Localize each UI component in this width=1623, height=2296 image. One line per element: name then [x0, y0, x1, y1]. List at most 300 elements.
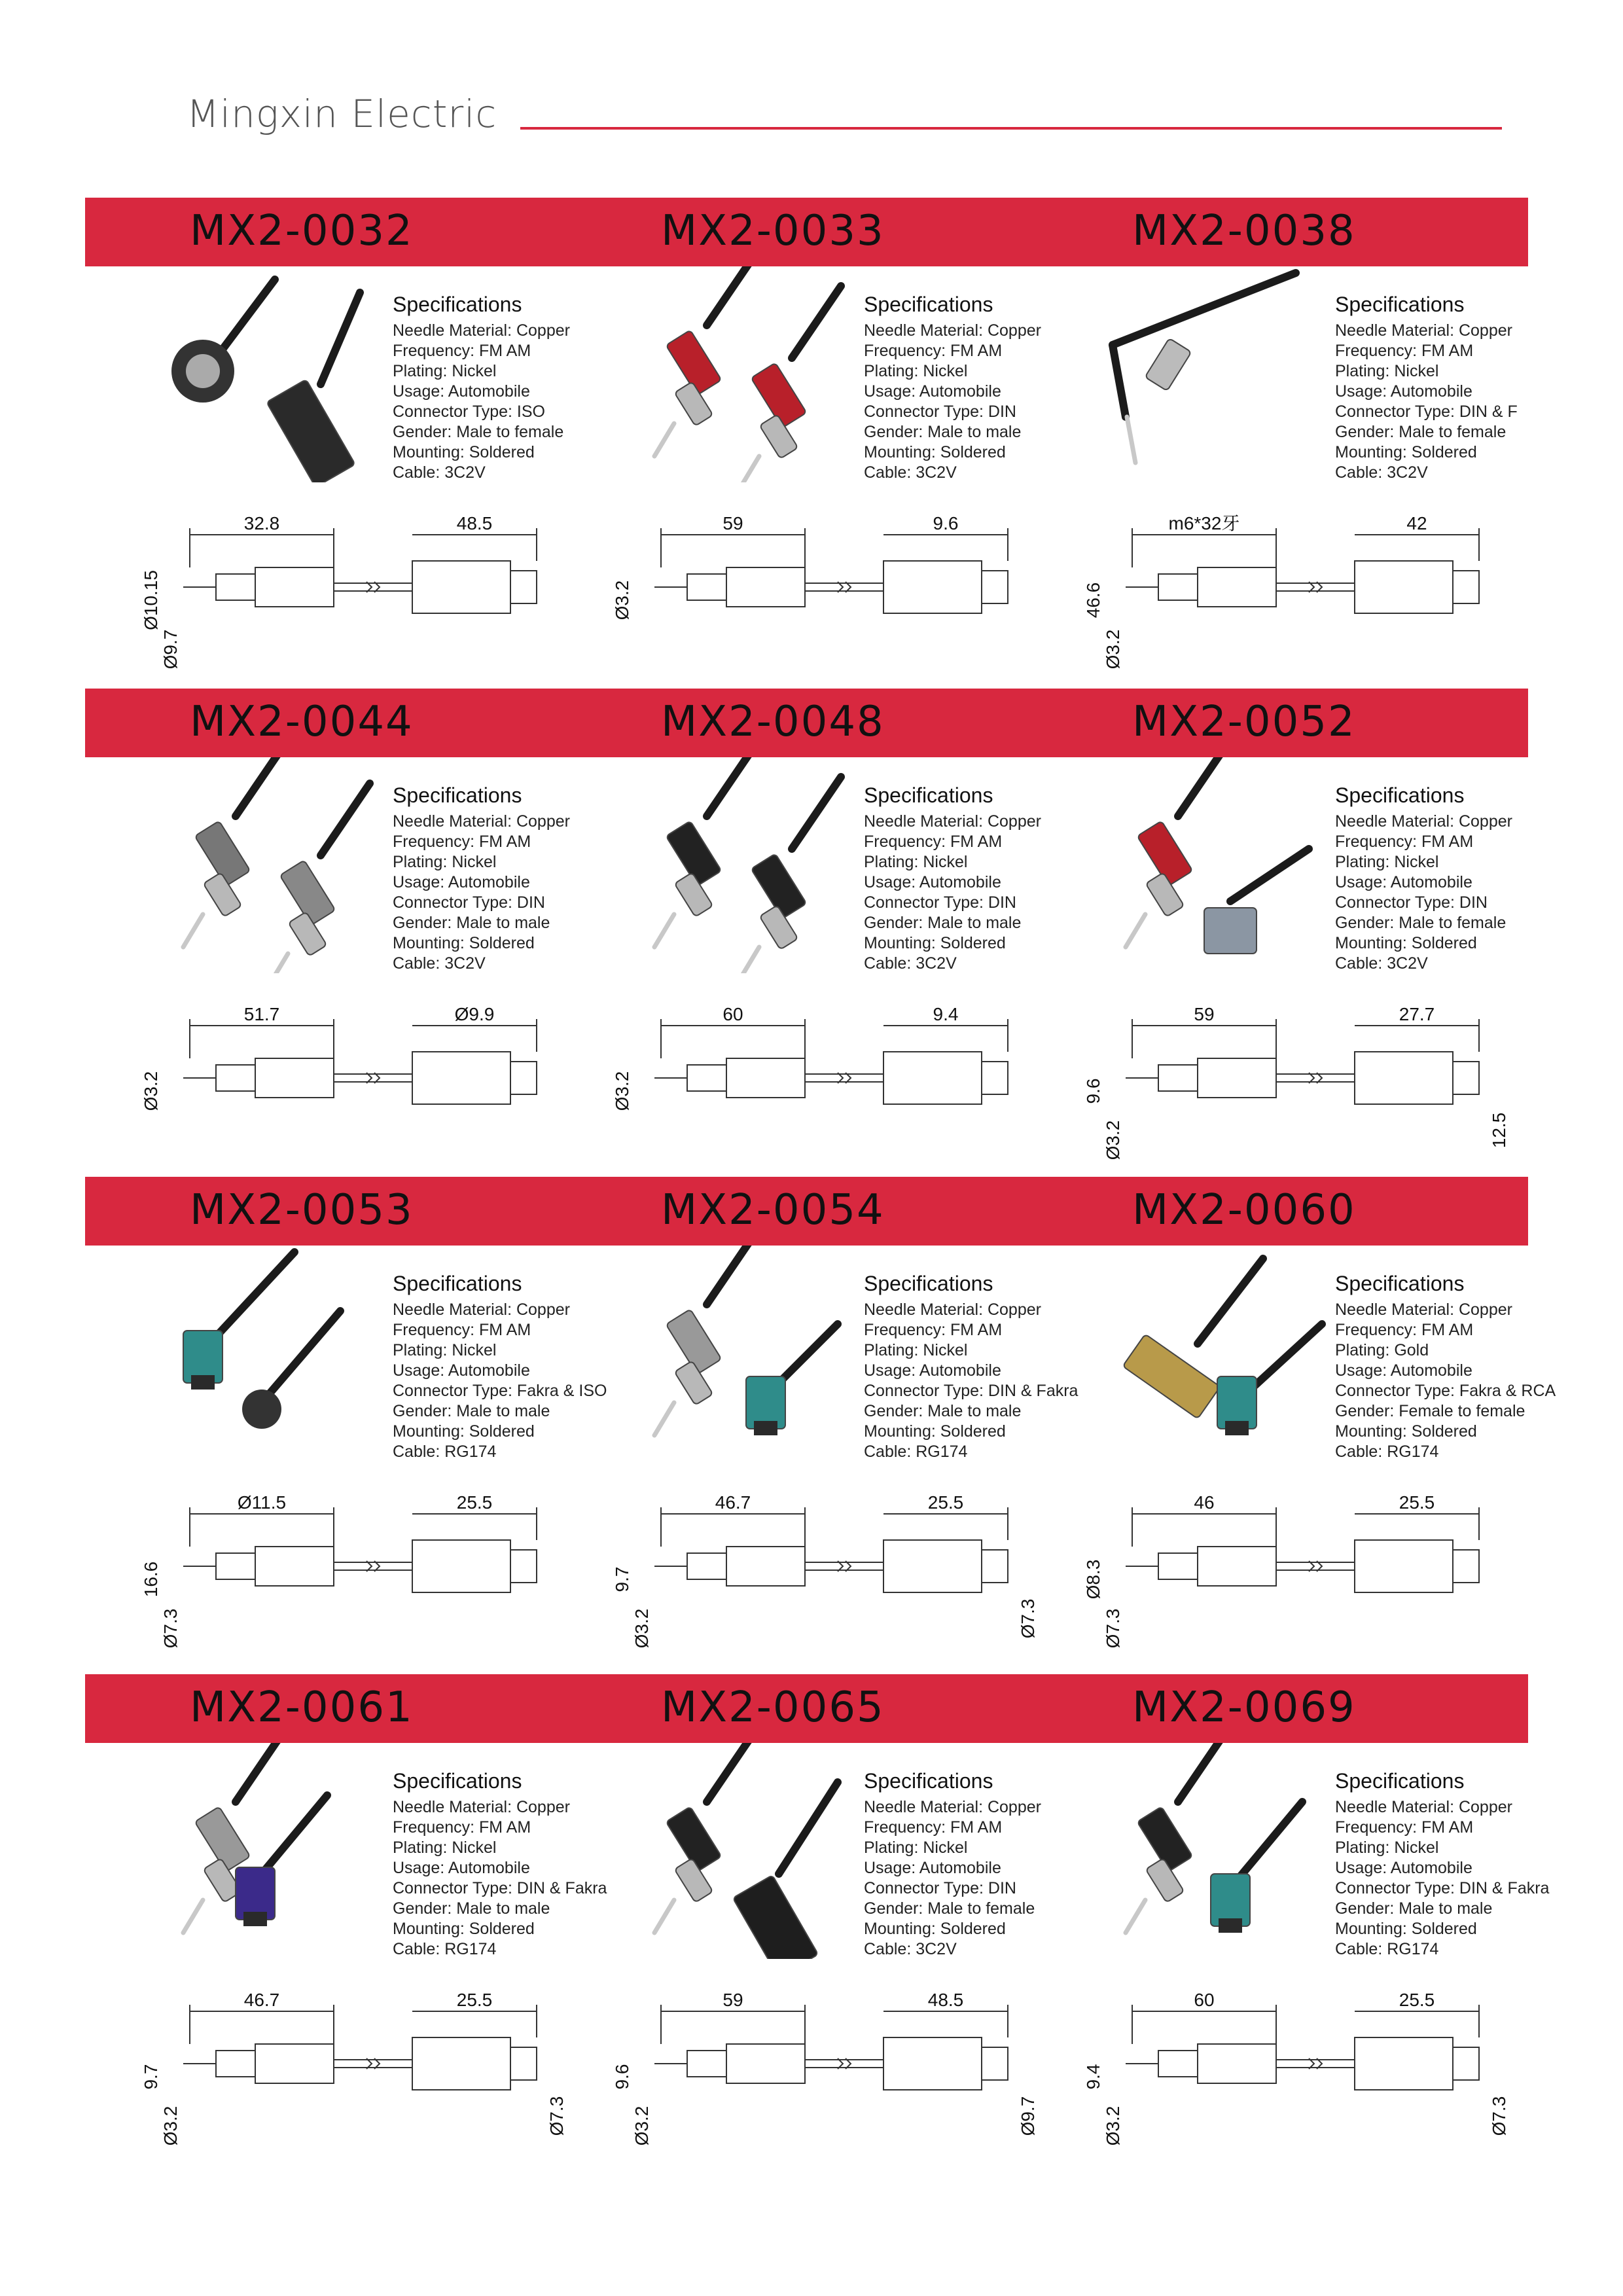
spec-item: Frequency: FM AM — [864, 342, 1003, 360]
spec-item: Plating: Nickel — [864, 1341, 968, 1359]
spec-item: Plating: Nickel — [393, 1839, 497, 1857]
specifications — [1335, 1272, 1558, 1462]
dimension-label: Ø9.7 — [1018, 2096, 1038, 2136]
spec-item: Cable: 3C2V — [1335, 463, 1428, 482]
spec-item: Connector Type: DIN — [864, 403, 1016, 421]
dimension-label: 9.4 — [1083, 2064, 1103, 2090]
spec-item: Mounting: Soldered — [864, 1920, 1006, 1938]
spec-item: Cable: RG174 — [393, 1443, 497, 1461]
female-housing — [733, 1875, 819, 1959]
cable — [1198, 1259, 1263, 1344]
dimension-label: 25.5 — [456, 1990, 493, 2010]
pin — [740, 456, 759, 482]
technical-drawing — [1073, 1488, 1544, 1658]
dimension-label: 46 — [1194, 1492, 1215, 1513]
plug-body — [255, 567, 334, 607]
dimension-label: 48.5 — [456, 513, 493, 533]
spec-item: Frequency: FM AM — [393, 833, 531, 851]
spec-item: Frequency: FM AM — [1335, 1321, 1474, 1339]
spec-item: Connector Type: Fakra & RCA — [1335, 1382, 1556, 1400]
fakra-key — [1225, 1421, 1249, 1435]
dimension-label: 59 — [722, 1990, 743, 2010]
specifications-heading: Specifications — [1335, 1272, 1465, 1295]
spec-item: Plating: Gold — [1335, 1341, 1429, 1359]
plug-body — [726, 2044, 805, 2083]
plug-tip — [1158, 1065, 1198, 1091]
spec-list — [393, 1797, 615, 1960]
spec-item: Gender: Female to female — [1335, 1402, 1525, 1420]
spec-item: Mounting: Soldered — [1335, 1920, 1477, 1938]
product-photo — [131, 266, 406, 482]
dimension-label: Ø3.2 — [1103, 2106, 1123, 2146]
spec-item: Mounting: Soldered — [393, 443, 535, 461]
dimension-label: 9.7 — [141, 2064, 161, 2090]
dimension-label: m6*32牙 — [1168, 513, 1240, 533]
plug-body — [726, 1058, 805, 1098]
plug-tip — [216, 1553, 255, 1579]
spec-item: Plating: Nickel — [393, 1341, 497, 1359]
specifications — [393, 783, 615, 974]
spec-list — [1335, 812, 1558, 974]
dimension-label: 51.7 — [243, 1004, 280, 1024]
product-photo — [602, 1246, 877, 1462]
spec-item: Needle Material: Copper — [393, 321, 570, 340]
specifications — [393, 1272, 615, 1462]
cable — [707, 757, 756, 816]
specifications-heading: Specifications — [1335, 293, 1465, 316]
spec-item: Needle Material: Copper — [393, 1798, 570, 1816]
spec-item: Usage: Automobile — [864, 1859, 1001, 1877]
pin — [1127, 417, 1135, 463]
plug-tip — [216, 2051, 255, 2077]
cable — [792, 286, 841, 358]
spec-item: Needle Material: Copper — [1335, 1798, 1512, 1816]
spec-list — [393, 812, 615, 974]
plug-tip — [687, 2051, 726, 2077]
spec-item: Gender: Male to female — [393, 423, 564, 441]
spec-item: Connector Type: Fakra & ISO — [393, 1382, 607, 1400]
dimension-label: Ø3.2 — [1103, 629, 1123, 670]
spec-item: Connector Type: DIN & F — [1335, 403, 1518, 421]
connector-end — [982, 1062, 1008, 1094]
rca-body — [1122, 1334, 1220, 1418]
product-photo — [1073, 757, 1348, 973]
fakra-key — [1219, 1918, 1242, 1933]
product-cell — [131, 757, 602, 1176]
brand-name: Mingxin Electric — [187, 92, 497, 136]
dimension-label: Ø8.3 — [1083, 1559, 1103, 1600]
spec-item: Plating: Nickel — [393, 362, 497, 380]
product-code: MX2-0033 — [661, 207, 885, 255]
dimension-label: Ø3.2 — [612, 580, 632, 620]
product-photo — [1073, 1743, 1348, 1959]
specifications — [864, 1272, 1086, 1462]
dimension-label: 46.6 — [1083, 582, 1103, 619]
cable — [236, 757, 285, 816]
connector-end — [510, 1062, 537, 1094]
product-code: MX2-0065 — [661, 1683, 885, 1732]
specifications-heading: Specifications — [864, 1769, 993, 1793]
cable — [236, 1743, 285, 1802]
plug-body — [1198, 2044, 1276, 2083]
spec-item: Needle Material: Copper — [864, 1300, 1041, 1319]
spec-item: Needle Material: Copper — [864, 812, 1041, 831]
dimension-label: 46.7 — [243, 1990, 280, 2010]
pin — [654, 1403, 674, 1435]
cable — [707, 266, 756, 325]
product-code: MX2-0054 — [661, 1186, 885, 1234]
dimension-label: Ø9.7 — [160, 629, 181, 670]
spec-item: Usage: Automobile — [1335, 382, 1472, 401]
spec-item: Plating: Nickel — [393, 853, 497, 871]
pin — [268, 954, 288, 973]
specifications — [1335, 1769, 1558, 1960]
spec-item: Needle Material: Copper — [393, 1300, 570, 1319]
spec-list — [1335, 1797, 1558, 1960]
dimension-label: 25.5 — [456, 1492, 493, 1513]
product-cell — [602, 757, 1073, 1176]
dimension-label: 59 — [722, 513, 743, 533]
product-code: MX2-0053 — [190, 1186, 414, 1234]
spec-item: Cable: RG174 — [393, 1940, 497, 1958]
cable — [792, 777, 841, 849]
product-photo — [1073, 266, 1348, 482]
product-photo — [602, 757, 877, 973]
specifications — [864, 1769, 1086, 1960]
pin — [183, 914, 203, 947]
spec-item: Connector Type: DIN & Fakra — [1335, 1879, 1550, 1897]
spec-item: Usage: Automobile — [864, 1361, 1001, 1380]
specifications-heading: Specifications — [864, 783, 993, 807]
spec-item: Connector Type: DIN — [864, 893, 1016, 912]
cable — [1113, 273, 1296, 345]
dimension-label: Ø9.9 — [454, 1004, 495, 1024]
spec-item: Plating: Nickel — [1335, 853, 1439, 871]
cable — [262, 1795, 327, 1874]
dimension-label: Ø3.2 — [632, 1608, 652, 1649]
spec-item: Usage: Automobile — [1335, 873, 1472, 891]
cable — [1230, 849, 1309, 901]
plug-body — [1198, 567, 1276, 607]
dimension-label: 46.7 — [715, 1492, 751, 1513]
spec-item: Frequency: FM AM — [864, 1818, 1003, 1837]
product-band — [85, 198, 1528, 266]
product-photo — [1073, 1246, 1348, 1462]
cable — [209, 1252, 294, 1344]
product-cell — [1073, 1246, 1556, 1664]
spec-list — [864, 812, 1086, 974]
spec-item: Cable: 3C2V — [393, 463, 486, 482]
spec-item: Mounting: Soldered — [1335, 443, 1477, 461]
spec-item: Gender: Male to male — [393, 1402, 550, 1420]
product-code: MX2-0044 — [190, 698, 414, 746]
plug-body — [1198, 1058, 1276, 1098]
spec-item: Mounting: Soldered — [393, 1422, 535, 1441]
connector-end — [1453, 1062, 1479, 1094]
spec-item: Cable: 3C2V — [864, 1940, 957, 1958]
specifications-heading: Specifications — [864, 1272, 993, 1295]
connector-end — [1453, 1550, 1479, 1583]
plug-body — [255, 1547, 334, 1586]
dimension-label: Ø7.3 — [1103, 1608, 1123, 1649]
dimension-label: Ø10.15 — [141, 570, 161, 630]
dimension-label: 32.8 — [243, 513, 280, 533]
product-cell — [1073, 266, 1544, 685]
spec-item: Plating: Nickel — [864, 853, 968, 871]
dimension-label: 27.7 — [1399, 1004, 1435, 1024]
spec-item: Usage: Automobile — [393, 873, 530, 891]
dimension-label: 25.5 — [1399, 1990, 1435, 2010]
spec-item: Frequency: FM AM — [864, 1321, 1003, 1339]
spec-item: Usage: Automobile — [393, 382, 530, 401]
connector-end — [510, 2047, 537, 2080]
product-code: MX2-0038 — [1132, 207, 1356, 255]
technical-drawing — [602, 1985, 1073, 2155]
spec-item: Mounting: Soldered — [1335, 934, 1477, 952]
technical-drawing — [131, 1985, 602, 2155]
spec-item: Plating: Nickel — [864, 1839, 968, 1857]
cable — [779, 1782, 838, 1874]
plug-tip — [1158, 574, 1198, 600]
technical-drawing — [602, 999, 1073, 1170]
cable — [1178, 757, 1227, 816]
cable — [216, 279, 275, 358]
connector-body — [1355, 1540, 1453, 1592]
technical-drawing — [131, 999, 602, 1170]
product-code: MX2-0060 — [1132, 1186, 1356, 1234]
cable — [1178, 1743, 1227, 1802]
connector-body — [1355, 1052, 1453, 1104]
cable — [707, 1246, 756, 1304]
cable — [321, 293, 360, 384]
dimension-label: Ø3.2 — [612, 1071, 632, 1111]
technical-drawing — [131, 509, 602, 679]
spec-list — [864, 1300, 1086, 1462]
spec-item: Plating: Nickel — [1335, 1839, 1439, 1857]
spec-item: Gender: Male to male — [393, 914, 550, 932]
plug-tip — [1158, 1553, 1198, 1579]
spec-list — [864, 1797, 1086, 1960]
fakra-key — [191, 1375, 215, 1390]
spec-item: Connector Type: DIN — [864, 1879, 1016, 1897]
grey-housing — [1204, 908, 1257, 954]
spec-item: Connector Type: ISO — [393, 403, 545, 421]
spec-item: Connector Type: DIN — [393, 893, 545, 912]
product-photo — [131, 1743, 406, 1959]
f-connector — [1145, 338, 1191, 391]
product-band — [85, 1674, 1528, 1743]
spec-item: Mounting: Soldered — [864, 1422, 1006, 1441]
dimension-label: 9.6 — [1083, 1078, 1103, 1104]
spec-item: Plating: Nickel — [1335, 362, 1439, 380]
specifications — [864, 783, 1086, 974]
spec-item: Frequency: FM AM — [864, 833, 1003, 851]
product-code: MX2-0048 — [661, 698, 885, 746]
technical-drawing — [602, 509, 1073, 679]
specifications — [864, 293, 1086, 483]
cable — [1237, 1802, 1302, 1880]
spec-item: Usage: Automobile — [864, 873, 1001, 891]
spec-item: Usage: Automobile — [393, 1361, 530, 1380]
dimension-label: 59 — [1194, 1004, 1215, 1024]
dimension-label: 42 — [1406, 513, 1427, 533]
pin — [654, 1900, 674, 1933]
spec-item: Gender: Male to male — [864, 1402, 1022, 1420]
spec-item: Cable: RG174 — [864, 1443, 968, 1461]
spec-list — [393, 321, 615, 483]
spec-item: Connector Type: DIN — [1335, 893, 1488, 912]
spec-item: Usage: Automobile — [864, 382, 1001, 401]
specifications-heading: Specifications — [1335, 783, 1465, 807]
spec-item: Cable: RG174 — [1335, 1940, 1439, 1958]
dimension-label: 60 — [1194, 1990, 1215, 2010]
spec-item: Needle Material: Copper — [864, 1798, 1041, 1816]
plug-tip — [687, 1065, 726, 1091]
dimension-label: 9.6 — [933, 513, 959, 533]
product-cell — [1073, 1743, 1550, 2162]
fakra-key — [754, 1421, 777, 1435]
dimension-label: Ø3.2 — [141, 1071, 161, 1111]
connector-body — [412, 2037, 510, 2090]
spec-item: Gender: Male to male — [1335, 1899, 1493, 1918]
dimension-label: 12.5 — [1489, 1112, 1509, 1149]
connector-end — [982, 2047, 1008, 2080]
spec-item: Needle Material: Copper — [1335, 321, 1512, 340]
product-cell — [602, 266, 1073, 685]
product-photo — [131, 1246, 406, 1462]
plug-body — [255, 2044, 334, 2083]
cable — [321, 783, 370, 855]
product-cell — [1073, 757, 1544, 1176]
spec-item: Gender: Male to female — [864, 1899, 1035, 1918]
plug-tip — [216, 1065, 255, 1091]
dimension-label: Ø7.3 — [1489, 2096, 1509, 2136]
plug-body — [726, 1547, 805, 1586]
specifications-heading: Specifications — [393, 783, 522, 807]
connector-end — [982, 571, 1008, 603]
dimension-label: 48.5 — [927, 1990, 964, 2010]
connector-body — [883, 2037, 982, 2090]
connector-end — [510, 1550, 537, 1583]
plug-body — [726, 567, 805, 607]
dimension-label: 9.6 — [612, 2064, 632, 2090]
product-cell — [131, 266, 602, 685]
connector-end — [510, 571, 537, 603]
dimension-label: Ø7.3 — [546, 2096, 567, 2136]
specifications-heading: Specifications — [393, 1769, 522, 1793]
plug-tip — [216, 574, 255, 600]
spec-item: Frequency: FM AM — [393, 1818, 531, 1837]
technical-drawing — [1073, 999, 1544, 1170]
spec-item: Mounting: Soldered — [864, 934, 1006, 952]
spec-list — [393, 1300, 615, 1462]
product-photo — [131, 757, 406, 973]
specifications — [393, 293, 615, 483]
product-band — [85, 689, 1528, 757]
spec-item: Needle Material: Copper — [393, 812, 570, 831]
spec-item: Needle Material: Copper — [1335, 1300, 1512, 1319]
fakra-key — [243, 1912, 267, 1926]
spec-item: Needle Material: Copper — [1335, 812, 1512, 831]
connector-end — [982, 1550, 1008, 1583]
dimension-label: 9.7 — [612, 1566, 632, 1592]
specifications-heading: Specifications — [393, 293, 522, 316]
dimension-label: Ø7.3 — [160, 1608, 181, 1649]
spec-item: Usage: Automobile — [1335, 1859, 1472, 1877]
spec-list — [1335, 321, 1558, 483]
product-cell — [602, 1743, 1073, 2162]
technical-drawing — [1073, 509, 1544, 679]
spec-item: Cable: 3C2V — [864, 463, 957, 482]
connector-body — [883, 561, 982, 613]
spec-item: Frequency: FM AM — [1335, 342, 1474, 360]
spec-item: Mounting: Soldered — [864, 443, 1006, 461]
product-code: MX2-0032 — [190, 207, 414, 255]
spec-item: Cable: 3C2V — [1335, 954, 1428, 973]
spec-item: Plating: Nickel — [864, 362, 968, 380]
connector-body — [412, 1052, 510, 1104]
spec-item: Cable: 3C2V — [393, 954, 486, 973]
spec-item: Connector Type: DIN & Fakra — [864, 1382, 1079, 1400]
spec-item: Gender: Male to male — [864, 423, 1022, 441]
technical-drawing — [602, 1488, 1073, 1658]
dimension-label: Ø3.2 — [160, 2106, 181, 2146]
dimension-label: Ø11.5 — [237, 1492, 287, 1513]
dimension-label: 25.5 — [1399, 1492, 1435, 1513]
pin — [183, 1900, 203, 1933]
product-cell — [131, 1743, 607, 2162]
connector-body — [412, 561, 510, 613]
specifications — [1335, 783, 1558, 974]
product-photo — [602, 266, 877, 482]
plug-tip — [687, 1553, 726, 1579]
product-photo — [602, 1743, 877, 1959]
specifications — [393, 1769, 615, 1960]
spec-item: Frequency: FM AM — [393, 342, 531, 360]
product-band — [85, 1177, 1528, 1246]
technical-drawing — [1073, 1985, 1544, 2155]
pin — [740, 947, 759, 973]
pin — [654, 914, 674, 947]
specifications-heading: Specifications — [864, 293, 993, 316]
pin — [1126, 1900, 1145, 1933]
spec-item: Gender: Male to male — [393, 1899, 550, 1918]
dimension-label: 25.5 — [927, 1492, 964, 1513]
spec-item: Needle Material: Copper — [864, 321, 1041, 340]
spec-item: Frequency: FM AM — [393, 1321, 531, 1339]
connector-body — [883, 1540, 982, 1592]
connector-body — [1355, 561, 1453, 613]
specifications-heading: Specifications — [1335, 1769, 1465, 1793]
female-housing — [266, 380, 355, 482]
spec-item: Mounting: Soldered — [393, 934, 535, 952]
iso-plug-face — [186, 354, 220, 388]
spec-item: Mounting: Soldered — [1335, 1422, 1477, 1441]
spec-item: Frequency: FM AM — [1335, 833, 1474, 851]
spec-item: Usage: Automobile — [393, 1859, 530, 1877]
dimension-label: 60 — [722, 1004, 743, 1024]
plug-body — [255, 1058, 334, 1098]
cable — [262, 1311, 340, 1403]
spec-item: Cable: RG174 — [1335, 1443, 1439, 1461]
dimension-label: 16.6 — [141, 1561, 161, 1598]
pin — [1126, 914, 1145, 947]
plug-tip — [687, 574, 726, 600]
specifications-heading: Specifications — [393, 1272, 522, 1295]
spec-item: Gender: Male to male — [864, 914, 1022, 932]
spec-list — [864, 321, 1086, 483]
spec-list — [1335, 1300, 1558, 1462]
